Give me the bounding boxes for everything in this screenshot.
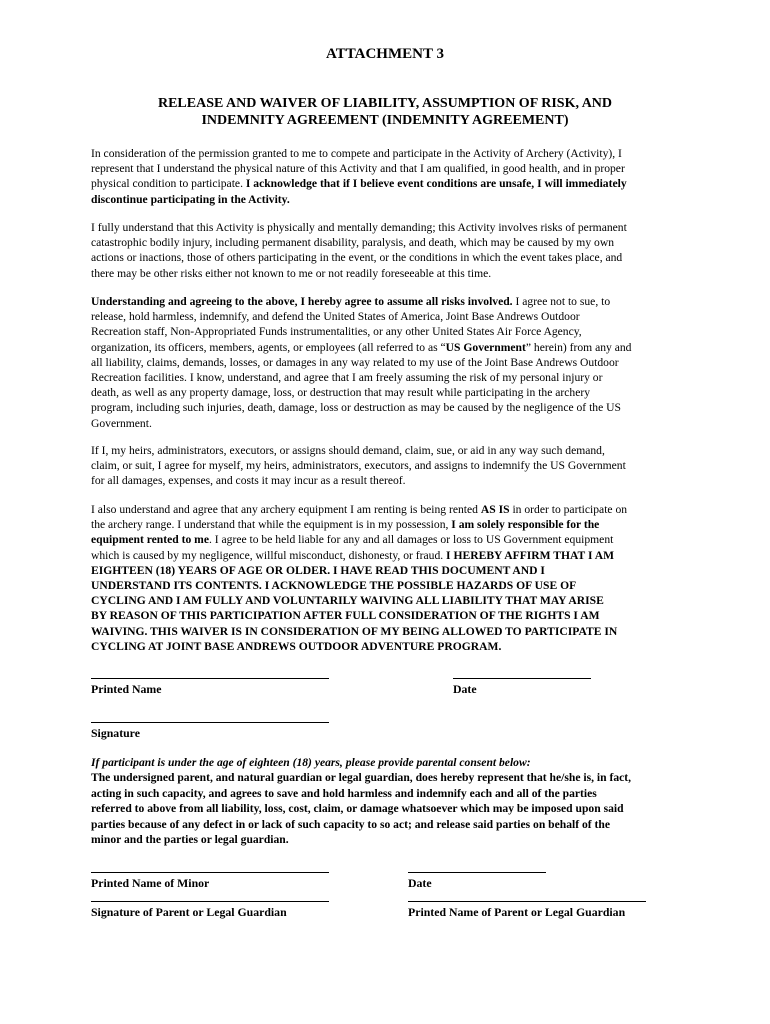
printed-name-parent-field[interactable] bbox=[408, 901, 646, 902]
paragraph-consideration bbox=[91, 146, 686, 207]
text-line: parties because of any defect in or lack of such capacity to so act; and release said parties on behalf of the bbox=[91, 817, 610, 831]
text-line: minor and the parties or legal guardian. bbox=[91, 833, 289, 847]
text-line: for all damages, expenses, and costs it may incur as a result thereof. bbox=[91, 474, 406, 488]
paragraph-indemnify bbox=[91, 443, 686, 489]
text-line: there may be other risks either not known to me or not readily foreseeable at this time. bbox=[91, 266, 492, 280]
text-run-bold: I acknowledge that if I believe event conditions are unsafe, I will immediately bbox=[245, 177, 627, 191]
text-run: ” herein) from any and bbox=[525, 340, 632, 354]
attachment-heading: ATTACHMENT 3 bbox=[326, 46, 444, 62]
text-line bbox=[91, 548, 686, 563]
text-line bbox=[91, 192, 686, 207]
printed-name-minor-field[interactable] bbox=[91, 872, 329, 873]
text-line: represent that I understand the physical nature of this Activity and that I am qualified, in good health, and in proper bbox=[91, 162, 625, 176]
text-run: physical condition to participate. bbox=[91, 177, 246, 191]
date-minor-field[interactable] bbox=[408, 872, 546, 873]
text-line: release, hold harmless, indemnify, and defend the United States of America, Joint Base Andrews Outdoor bbox=[91, 310, 580, 324]
text-line bbox=[91, 502, 686, 517]
date-minor-label: Date bbox=[408, 876, 432, 890]
text-line: I fully understand that this Activity is physically and mentally demanding; this Activity involves risks of permanent bbox=[91, 221, 627, 234]
date-label: Date bbox=[453, 682, 477, 696]
text-run-bold: Understanding and agreeing to the above, I hereby agree to assume all risks involved. bbox=[91, 295, 513, 308]
text-line bbox=[91, 176, 686, 191]
document-title bbox=[120, 95, 650, 129]
printed-name-field[interactable] bbox=[91, 678, 329, 679]
text-line bbox=[91, 624, 686, 639]
signature-field[interactable] bbox=[91, 722, 329, 723]
text-line bbox=[91, 517, 686, 532]
text-line bbox=[91, 608, 686, 623]
text-run-bold: CYCLING AND I AM FULLY AND VOLUNTARILY WAIVING ALL LIABILITY THAT MAY ARISE bbox=[91, 594, 604, 608]
text-run-bold: UNDERSTAND ITS CONTENTS. I ACKNOWLEDGE THE POSSIBLE HAZARDS OF USE OF bbox=[91, 579, 577, 593]
text-line: If I, my heirs, administrators, executors, or assigns should demand, claim, sue, or aid in any way such demand, bbox=[91, 444, 605, 457]
text-line: actions or inactions, those of others participating in the event, or the conditions in which the event takes place, and bbox=[91, 251, 623, 265]
text-line: claim, or suit, I agree for myself, my heirs, administrators, executors, and assigns to indemnify the US Government bbox=[91, 459, 626, 473]
text-line bbox=[91, 593, 686, 608]
text-line bbox=[91, 532, 686, 547]
text-line bbox=[91, 639, 686, 654]
text-run: which is caused by my negligence, willful misconduct, dishonesty, or fraud. bbox=[91, 548, 447, 562]
text-line: referred to above from all liability, loss, cost, claim, or damage whatsoever which may be imposed upon said bbox=[91, 802, 624, 816]
paragraph-assume-risks bbox=[91, 294, 686, 431]
text-run: . I agree to be held liable for any and all damages or loss to US Government equipment bbox=[208, 533, 614, 547]
text-line: The undersigned parent, and natural guardian or legal guardian, does hereby represent that he/she is, in fact, bbox=[91, 771, 632, 785]
text-line bbox=[91, 563, 686, 578]
text-line: Government. bbox=[91, 416, 152, 430]
text-run-bold: BY REASON OF THIS PARTICIPATION AFTER FULL CONSIDERATION OF THE RIGHTS I AM bbox=[91, 609, 600, 623]
title-line-2: INDEMNITY AGREEMENT (INDEMNITY AGREEMENT) bbox=[201, 113, 569, 128]
signature-label: Signature bbox=[91, 726, 140, 740]
text-run-bold: I HEREBY AFFIRM THAT I AM bbox=[446, 548, 615, 562]
text-line bbox=[91, 340, 686, 355]
text-line: catastrophic bodily injury, including permanent disability, paralysis, and death, which may be caused by my own bbox=[91, 236, 614, 250]
text-run: the archery range. I understand that while the equipment is in my possession, bbox=[91, 518, 452, 532]
text-run-bold: EIGHTEEN (18) YEARS OF AGE OR OLDER. I HAVE READ THIS DOCUMENT AND I bbox=[91, 563, 545, 577]
text-line: program, including such injuries, death, damage, loss or destruction as may be caused by the negligence of the US bbox=[91, 401, 621, 415]
text-run: organization, its officers, members, agents, or employees (all referred to as “ bbox=[91, 340, 446, 354]
text-run-bold: I am solely responsible for the bbox=[451, 518, 600, 532]
text-run-bold: equipment rented to me bbox=[91, 533, 209, 547]
text-run-bold: WAIVING. THIS WAIVER IS IN CONSIDERATION OF MY BEING ALLOWED TO PARTICIPATE IN bbox=[91, 624, 618, 638]
text-line: Recreation facilities. I know, understand, and agree that I am freely assuming the risk of my personal injury or bbox=[91, 371, 603, 385]
printed-name-minor-label: Printed Name of Minor bbox=[91, 876, 210, 890]
parental-consent bbox=[91, 755, 691, 847]
text-line: all liability, claims, demands, losses, or damages in any way related to my use of the Joint Base Andrews Outdoor bbox=[91, 355, 619, 369]
text-line: Recreation staff, Non-Appropriated Funds instrumentalities, or any other United States Air Force Agency, bbox=[91, 325, 582, 339]
text-run-bold: discontinue participating in the Activity. bbox=[91, 192, 290, 206]
text-run: I agree not to sue, to bbox=[512, 295, 611, 308]
printed-name-parent-label: Printed Name of Parent or Legal Guardian bbox=[408, 905, 626, 919]
text-run: I also understand and agree that any archery equipment I am renting is being rented bbox=[91, 503, 481, 516]
paragraph-risks bbox=[91, 220, 686, 281]
signature-parent-label: Signature of Parent or Legal Guardian bbox=[91, 905, 287, 919]
text-run-bold: AS IS bbox=[480, 503, 510, 516]
text-line bbox=[91, 578, 686, 593]
text-run: in order to participate on bbox=[509, 503, 628, 516]
text-line: In consideration of the permission granted to me to compete and participate in the Activity of Archery (Activity), I bbox=[91, 147, 622, 160]
signature-parent-field[interactable] bbox=[91, 901, 329, 902]
text-line bbox=[91, 294, 686, 309]
parental-consent-intro: If participant is under the age of eighteen (18) years, please provide parental consent below: bbox=[91, 756, 531, 769]
text-line: death, as well as any property damage, loss, or destruction that may result while participating in the archery bbox=[91, 386, 591, 400]
date-field[interactable] bbox=[453, 678, 591, 679]
paragraph-equipment bbox=[91, 502, 686, 654]
text-line: acting in such capacity, and agrees to save and hold harmless and indemnify each and all of the parties bbox=[91, 786, 597, 800]
printed-name-label: Printed Name bbox=[91, 682, 162, 696]
title-line-1: RELEASE AND WAIVER OF LIABILITY, ASSUMPTION OF RISK, AND bbox=[157, 96, 613, 111]
text-run-bold: US Government bbox=[445, 340, 526, 354]
text-run-bold: CYCLING AT JOINT BASE ANDREWS OUTDOOR ADVENTURE PROGRAM. bbox=[91, 639, 502, 653]
